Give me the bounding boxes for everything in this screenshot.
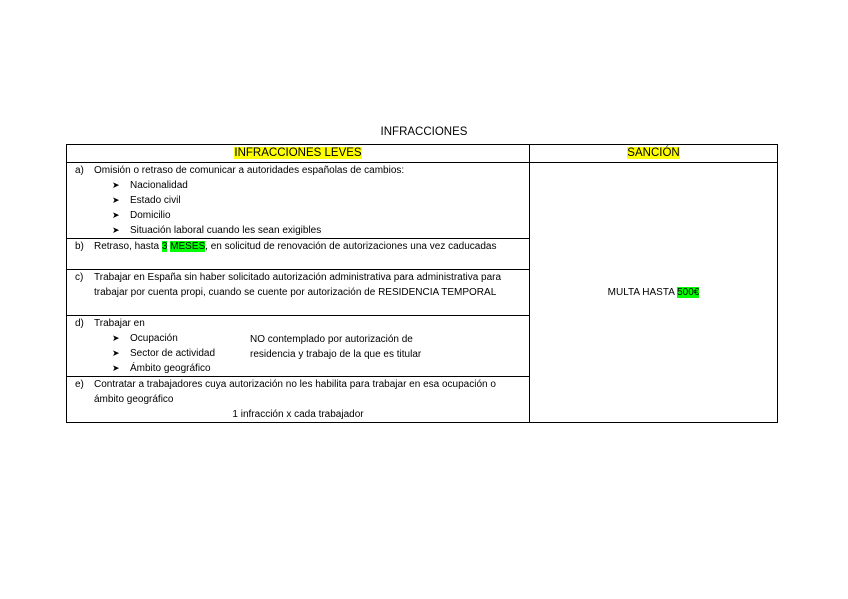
sancion-text: MULTA HASTA	[607, 287, 678, 298]
arrow-bullet-icon: ➤	[112, 210, 120, 220]
bullet-list	[67, 178, 529, 238]
item-letter: a)	[75, 165, 84, 176]
infraccion-d	[67, 316, 530, 377]
item-note: NO contemplado por autorización de residencia y trabajo de la que es titular	[250, 334, 422, 360]
list-item: ➤ Sector de actividad	[112, 348, 216, 359]
infraccion-b	[67, 239, 530, 270]
item-text: Omisión o retraso de comunicar a autoridades españolas de cambios:	[94, 165, 405, 176]
arrow-bullet-icon: ➤	[112, 348, 120, 358]
table-header-row	[67, 145, 778, 163]
header-infracciones-leves	[67, 145, 530, 163]
item-letter: b)	[75, 241, 84, 252]
highlight-months-word: MESES	[170, 241, 206, 252]
item-text: Trabajar en España sin haber solicitado autorización administrativa para administrativa para trabajar por cuenta propi, cuando se cuente por autorización de RESIDENCIA TEMPORAL	[94, 272, 502, 298]
item-letter: e)	[75, 379, 84, 390]
sancion-cell	[530, 163, 778, 423]
item-letter: c)	[75, 272, 84, 283]
arrow-bullet-icon: ➤	[112, 225, 120, 235]
infraccion-a	[67, 163, 530, 239]
list-item: ➤ Nacionalidad	[112, 180, 188, 191]
item-letter: d)	[75, 318, 84, 329]
header-sancion	[530, 145, 778, 163]
list-item: ➤ Ocupación	[112, 333, 178, 344]
list-item: ➤ Domicilio	[112, 210, 171, 221]
arrow-bullet-icon: ➤	[112, 180, 120, 190]
arrow-bullet-icon: ➤	[112, 333, 120, 343]
bullet-list	[67, 331, 250, 376]
sancion-amount: 500€	[677, 287, 700, 298]
header-left-label: INFRACCIONES LEVES	[234, 147, 362, 159]
item-text: Trabajar en	[94, 318, 145, 329]
infraccion-c	[67, 270, 530, 316]
item-footer: 1 infracción x cada trabajador	[232, 409, 364, 420]
highlight-months-number: 3	[161, 241, 168, 252]
page-title: INFRACCIONES	[380, 126, 468, 138]
header-right-label: SANCIÓN	[627, 147, 680, 159]
list-item: ➤ Estado civil	[112, 195, 181, 206]
arrow-bullet-icon: ➤	[112, 363, 120, 373]
item-text: Retraso, hasta 3 MESES, en solicitud de renovación de autorizaciones una vez caducadas	[94, 241, 497, 252]
arrow-bullet-icon: ➤	[112, 195, 120, 205]
table-row	[67, 163, 778, 239]
list-item: ➤ Ámbito geográfico	[112, 363, 211, 374]
infracciones-table	[66, 144, 778, 423]
infraccion-e	[67, 377, 530, 423]
item-text: Contratar a trabajadores cuya autorización no les habilita para trabajar en esa ocupación o ámbito geográfico	[94, 379, 496, 405]
list-item: ➤ Situación laboral cuando les sean exigibles	[112, 225, 322, 236]
